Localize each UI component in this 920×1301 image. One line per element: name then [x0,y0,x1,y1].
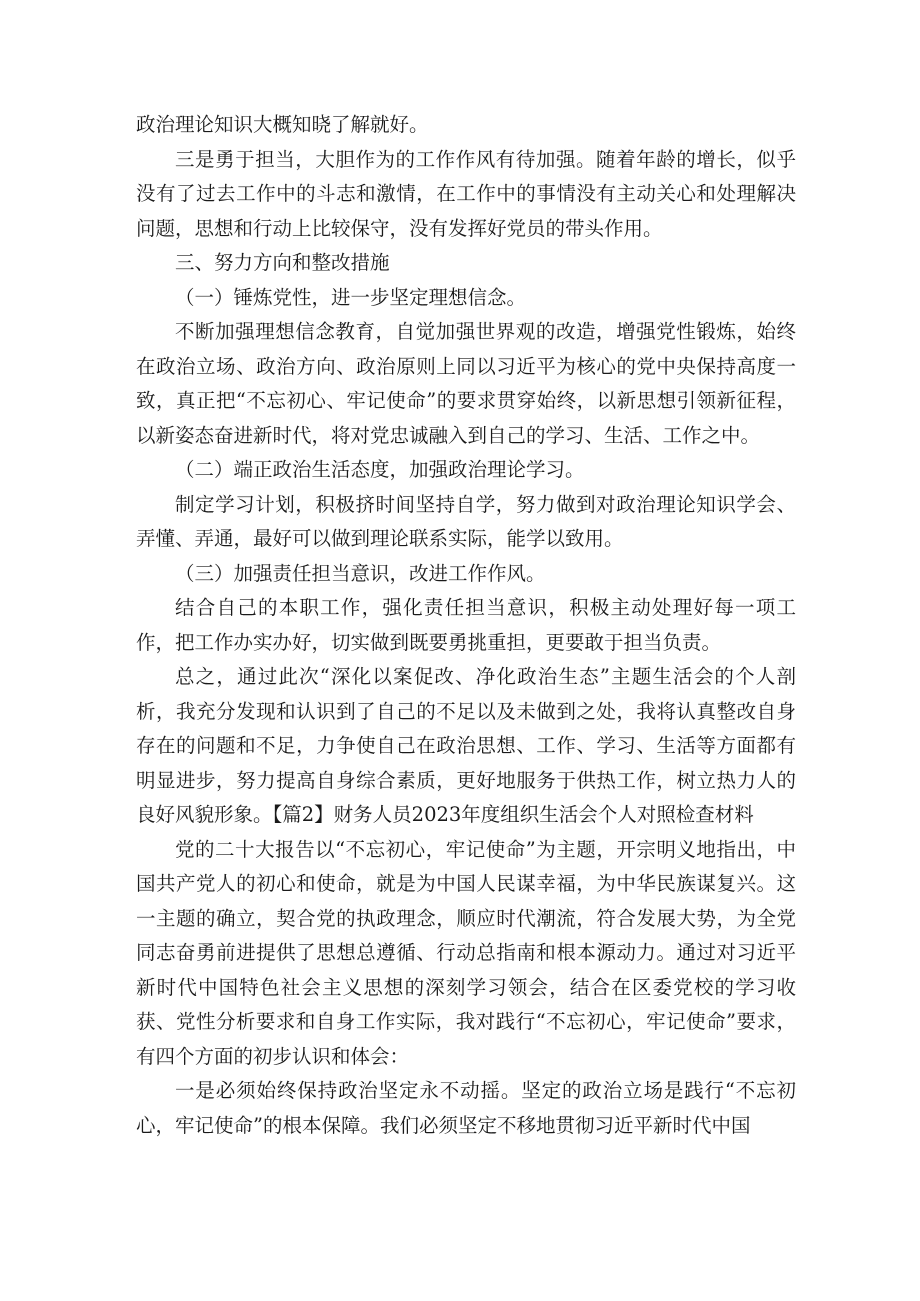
section-heading-3: 三、努力方向和整改措施 [175,251,390,274]
document-body [136,108,796,1143]
paragraph-5: 结合自己的本职工作，强化责任担当意识，积极主动处理好每一项工作，把工作办实办好，切实做到既要勇挑重担，更要敢于担当负责。 [136,596,796,654]
paragraph-4: 制定学习计划，积极挤时间坚持自学，努力做到对政治理论知识学会、弄懂、弄通，最好可以做到理论联系实际，能学以致用。 [136,492,796,550]
paragraph-2: 三是勇于担当，大胆作为的工作作风有待加强。随着年龄的增长，似乎没有了过去工作中的斗志和激情，在工作中的事情没有主动关心和处理解决问题，思想和行动上比较保守，没有发挥好党员的带头作用。 [136,147,796,240]
paragraph-1: 政治理论知识大概知晓了解就好。 [136,113,429,136]
paragraph-8: 一是必须始终保持政治坚定永不动摇。坚定的政治立场是践行“不忘初心，牢记使命”的根本保障。我们必须坚定不移地贯彻习近平新时代中国 [136,1079,796,1137]
paragraph-3: 不断加强理想信念教育，自觉加强世界观的改造，增强党性锻炼，始终在政治立场、政治方向、政治原则上同以习近平为核心的党中央保持高度一致，真正把“不忘初心、牢记使命”的要求贯穿始终，以新思想引领新征程，以新姿态奋进新时代，将对党忠诚融入到自己的学习、生活、工作之中。 [136,320,796,447]
paragraph-6: 总之，通过此次“深化以案促改、净化政治生态”主题生活会的个人剖析，我充分发现和认识到了自己的不足以及未做到之处，我将认真整改自身存在的问题和不足，力争使自己在政治思想、工作、学习、生活等方面都有明显进步，努力提高自身综合素质，更好地服务于供热工作，树立热力人的良好风貌形象。【篇2】财务人员2023年度组织生活会个人对照检查材料 [136,665,796,826]
paragraph-7: 党的二十大报告以“不忘初心，牢记使命”为主题，开宗明义地指出，中国共产党人的初心和使命，就是为中国人民谋幸福，为中华民族谋复兴。这一主题的确立，契合党的执政理念，顺应时代潮流，符合发展大势，为全党同志奋勇前进提供了思想总遵循、行动总指南和根本源动力。通过对习近平新时代中国特色社会主义思想的深刻学习领会，结合在区委党校的学习收获、党性分析要求和自身工作实际，我对践行“不忘初心，牢记使命”要求，有四个方面的初步认识和体会： [136,837,796,1068]
subheading-2: （二）端正政治生活态度，加强政治理论学习。 [175,458,585,481]
subheading-3: （三）加强责任担当意识，改进工作作风。 [175,561,546,585]
subheading-1: （一）锤炼党性，进一步坚定理想信念。 [175,285,527,309]
